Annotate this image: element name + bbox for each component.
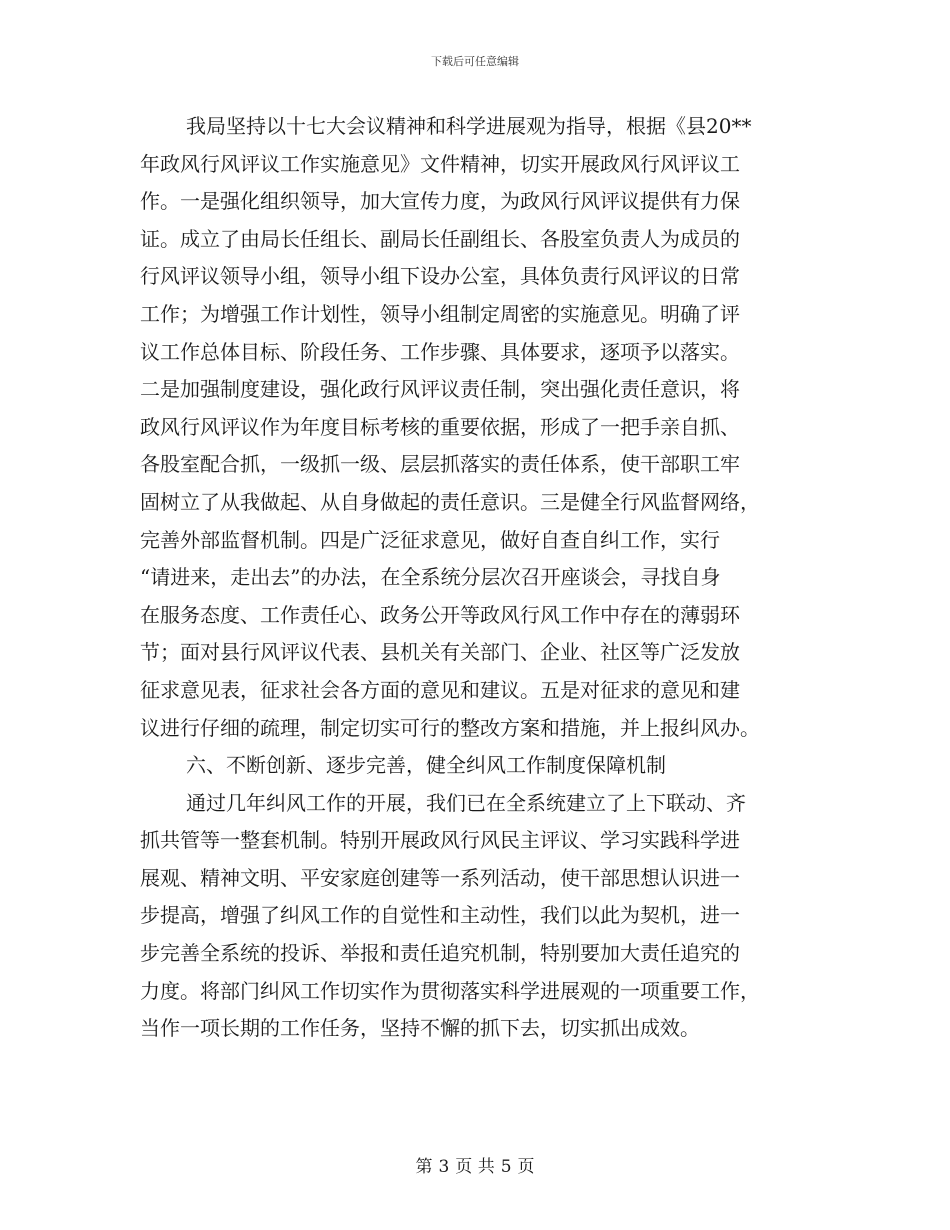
paragraph-line: 我局坚持以十七大会议精神和科学进展观为指导，根据《县20**: [186, 114, 752, 138]
body-text: [140, 108, 810, 1048]
paragraph-line: 当作一项长期的工作任务，坚持不懈的抓下去，切实抓出成效。: [140, 1016, 700, 1041]
paragraph-line: 展观、精神文明、平安家庭创建等一系列活动，使干部思想认识进一: [140, 865, 740, 890]
footer-suffix: 页: [517, 1157, 535, 1177]
paragraph-line: 在服务态度、工作责任心、政务公开等政风行风工作中存在的薄弱环: [140, 602, 740, 627]
paragraph-line: 步提高，增强了纠风工作的自觉性和主动性，我们以此为契机，进一: [140, 903, 740, 928]
paragraph-line: 节；面对县行风评议代表、县机关有关部门、企业、社区等广泛发放: [140, 640, 740, 665]
paragraph-line: 通过几年纠风工作的开展，我们已在全系统建立了上下联动、齐: [186, 790, 746, 815]
total-pages: 5: [500, 1157, 512, 1177]
paragraph-line: 工作；为增强工作计划性，领导小组制定周密的实施意见。明确了评: [140, 301, 740, 326]
paragraph-line: 步完善全系统的投诉、举报和责任追究机制，特别要加大责任追究的: [140, 941, 740, 966]
footer-prefix: 第: [415, 1157, 433, 1177]
paragraph-line: 固树立了从我做起、从自身做起的责任意识。三是健全行风监督网络，: [140, 489, 760, 514]
paragraph-line: 年政风行风评议工作实施意见》文件精神，切实开展政风行风评议工: [140, 151, 740, 176]
paragraph-line: 政风行风评议作为年度目标考核的重要依据，形成了一把手亲自抓、: [140, 414, 740, 439]
section-heading: 六、不断创新、逐步完善，健全纠风工作制度保障机制: [186, 753, 666, 778]
paragraph-line: 议工作总体目标、阶段任务、工作步骤、具体要求，逐项予以落实。: [140, 339, 740, 364]
paragraph-line: 抓共管等一整套机制。特别开展政风行风民主评议、学习实践科学进: [140, 828, 740, 853]
footer-middle: 页 共: [455, 1157, 495, 1177]
paragraph-line: 力度。将部门纠风工作切实作为贯彻落实科学进展观的一项重要工作，: [140, 978, 760, 1003]
page-footer: [0, 1152, 950, 1177]
paragraph-line: 议进行仔细的疏理，制定切实可行的整改方案和措施，并上报纠风办。: [140, 715, 760, 740]
paragraph-line: 行风评议领导小组，领导小组下设办公室，具体负责行风评议的日常: [140, 264, 740, 289]
page-number: 3: [438, 1157, 450, 1177]
paragraph-line: 各股室配合抓，一级抓一级、层层抓落实的责任体系，使干部职工牢: [140, 452, 740, 477]
paragraph-line: “请进来，走出去”的办法，在全系统分层次召开座谈会，寻找自身: [140, 565, 721, 590]
paragraph-line: 二是加强制度建设，强化政行风评议责任制，突出强化责任意识，将: [140, 377, 740, 402]
paragraph-line: 征求意见表，征求社会各方面的意见和建议。五是对征求的意见和建: [140, 677, 740, 702]
paragraph-line: 证。成立了由局长任组长、副局长任副组长、各股室负责人为成员的: [140, 226, 740, 251]
paragraph-line: 完善外部监督机制。四是广泛征求意见，做好自查自纠工作，实行: [140, 527, 720, 552]
paragraph-line: 作。一是强化组织领导，加大宣传力度，为政风行风评议提供有力保: [140, 189, 740, 214]
header-note: 下载后可任意编辑: [431, 55, 519, 68]
